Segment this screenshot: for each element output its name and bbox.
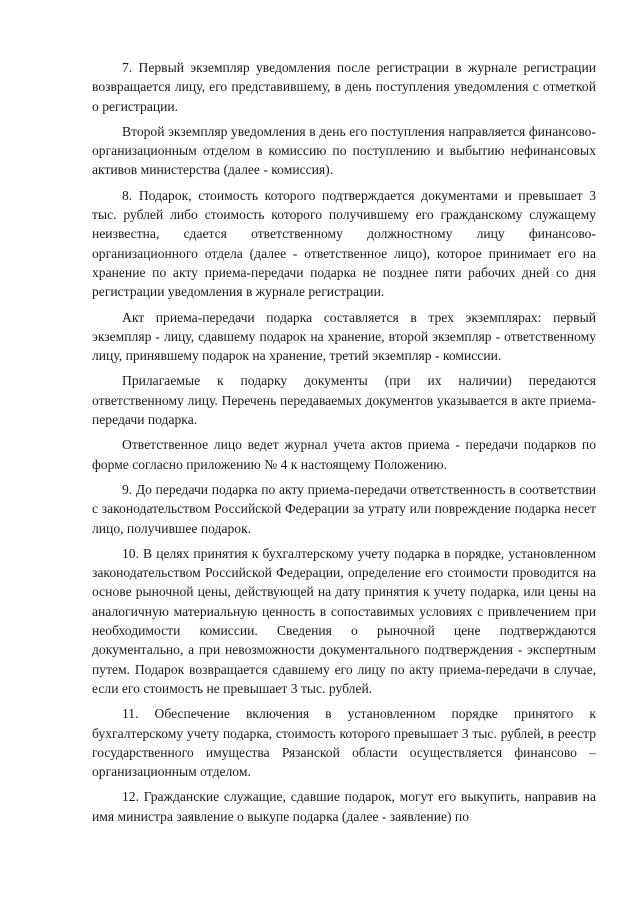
paragraph-7-second-copy: Второй экземпляр уведомления в день его поступления направляется финансово-организационным отделом в комиссию по поступлению и выбытию нефинансовых активов министерства (далее - комиссия). xyxy=(92,123,596,178)
paragraph-8-journal: Ответственное лицо ведет журнал учета актов приема - передачи подарков по форме согласно приложению № 4 к настоящему Положению. xyxy=(92,437,596,472)
paragraph-8-transfer-act: Акт приема-передачи подарка составляется в трех экземплярах: первый экземпляр - лицу, сдавшему подарок на хранение, второй экземпляр - ответственному лицу, принявшему подарок на хранение, третий экземпляр - комиссии. xyxy=(92,309,596,364)
paragraph-8-documents: Прилагаемые к подарку документы (при их наличии) передаются ответственному лицу. Перечень передаваемых документов указывается в акте приема-передачи подарка. xyxy=(92,373,596,428)
paragraph-9-responsibility: 9. До передачи подарка по акту приема-передачи ответственность в соответствии с законодательством Российской Федерации за утрату или повреждение подарка несет лицо, получившее подарок. xyxy=(92,481,596,536)
paragraph-8-gift-transfer: 8. Подарок, стоимость которого подтверждается документами и превышает 3 тыс. рублей либо стоимость которого получившему его гражданскому служащему неизвестна, сдается ответственному должностному лицу финансово-организационного отдела (далее - ответственное лицо), которое принимает его на хранение по акту приема-передачи подарка не позднее пяти рабочих дней со дня регистрации уведомления в журнале регистрации. xyxy=(92,187,596,300)
paragraph-7-first-copy: 7. Первый экземпляр уведомления после регистрации в журнале регистрации возвращается лицу, его представившему, в день поступления уведомления с отметкой о регистрации. xyxy=(92,60,596,114)
paragraph-11-registry: 11. Обеспечение включения в установленном порядке принятого к бухгалтерскому учету подарка, стоимость которого превышает 3 тыс. рублей, в реестр государственного имущества Рязанской области осуществляется финансово – организационным отделом. xyxy=(92,706,596,780)
paragraph-12-buyout: 12. Гражданские служащие, сдавшие подарок, могут его выкупить, направив на имя министра заявление о выкупе подарка (далее - заявление) по xyxy=(92,789,596,824)
paragraph-10-accounting: 10. В целях принятия к бухгалтерскому учету подарка в порядке, установленном законодательством Российской Федерации, определение его стоимости проводится на основе рыночной цены, действующей на дату принятия к учету подарка, или цены на аналогичную материальную ценность в сопоставимых условиях с привлечением при необходимости комиссии. Сведения о рыночной цене подтверждаются документально, а при невозможности документального подтверждения - экспертным путем. Подарок возвращается сдавшему его лицу по акту приема-передачи в случае, если его стоимость не превышает 3 тыс. рублей. xyxy=(92,545,596,696)
